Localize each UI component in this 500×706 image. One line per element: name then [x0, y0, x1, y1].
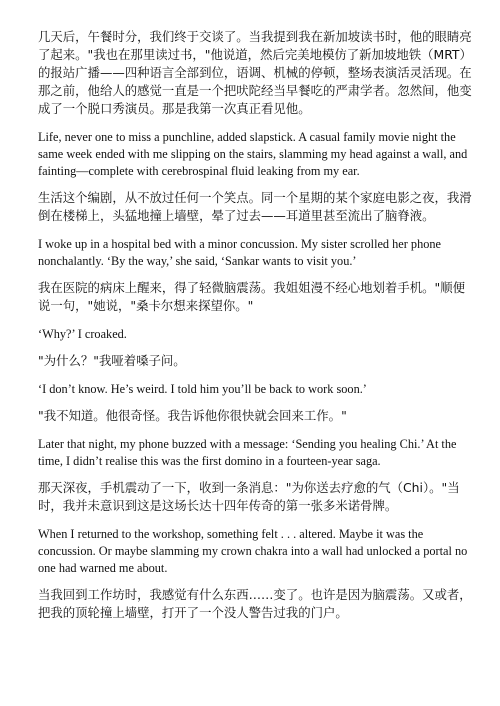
paragraph-zh-3: 我在医院的病床上醒来，得了轻微脑震荡。我姐姐漫不经心地划着手机。"顺便说一句，"她说，"桑卡尔想来探望你。" — [38, 280, 465, 313]
paragraph-en-2: I woke up in a hospital bed with a minor concussion. My sister scrolled her phone nonchalantly. ‘By the way,’ she said, ‘Sankar wants to visit you.’ — [38, 237, 441, 268]
document-page — [38, 28, 472, 622]
paragraph-en-1: Life, never one to miss a punchline, added slapstick. A casual family movie night the same week ended with me slipping on the stairs, slamming my head against a wall, and fainting—complete with cerebrospinal fluid leaking from my ear. — [38, 130, 468, 178]
paragraph-en-5: Later that night, my phone buzzed with a message: ‘Sending you healing Chi.’ At the time, I didn’t realise this was the first domino in a fourteen-year saga. — [38, 437, 457, 468]
paragraph-zh-1: 几天后，午餐时分，我们终于交谈了。当我提到我在新加坡读书时，他的眼睛亮了起来。"我也在那里读过书，"他说道，然后完美地模仿了新加坡地铁（MRT）的报站广播——四种语言全部到位，语调、机械的停顿，整场表演活灵活现。在那之前，他给人的感觉一直是一个把吠陀经当早餐吃的严肃学者。忽然间，他变成了一个脱口秀演员。那是我第一次真正看见他。 — [38, 29, 472, 116]
paragraph-en-3: ‘Why?’ I croaked. — [38, 327, 127, 341]
paragraph-zh-6: 那天深夜，手机震动了一下，收到一条消息："为你送去疗愈的气（Chi）。"当时，我并未意识到这是这场长达十四年传奇的第一张多米诺骨牌。 — [38, 480, 460, 513]
paragraph-zh-2: 生活这个编剧，从不放过任何一个笑点。同一个星期的某个家庭电影之夜，我滑倒在楼梯上，头猛地撞上墙壁，晕了过去——耳道里甚至流出了脑脊液。 — [38, 190, 472, 223]
paragraph-en-6: When I returned to the workshop, something felt . . . altered. Maybe it was the concussion. Or maybe slamming my crown chakra into a wall had unlocked a portal no one had warned me about. — [38, 527, 468, 575]
paragraph-zh-4: "为什么？"我哑着嗓子问。 — [38, 353, 186, 368]
paragraph-zh-7: 当我回到工作坊时，我感觉有什么东西……变了。也许是因为脑震荡。又或者，把我的顶轮撞上墙壁，打开了一个没人警告过我的门户。 — [38, 587, 472, 620]
paragraph-zh-5: "我不知道。他很奇怪。我告诉他你很快就会回来工作。" — [38, 408, 347, 423]
paragraph-en-4: ‘I don’t know. He’s weird. I told him you’ll be back to work soon.’ — [38, 382, 367, 396]
